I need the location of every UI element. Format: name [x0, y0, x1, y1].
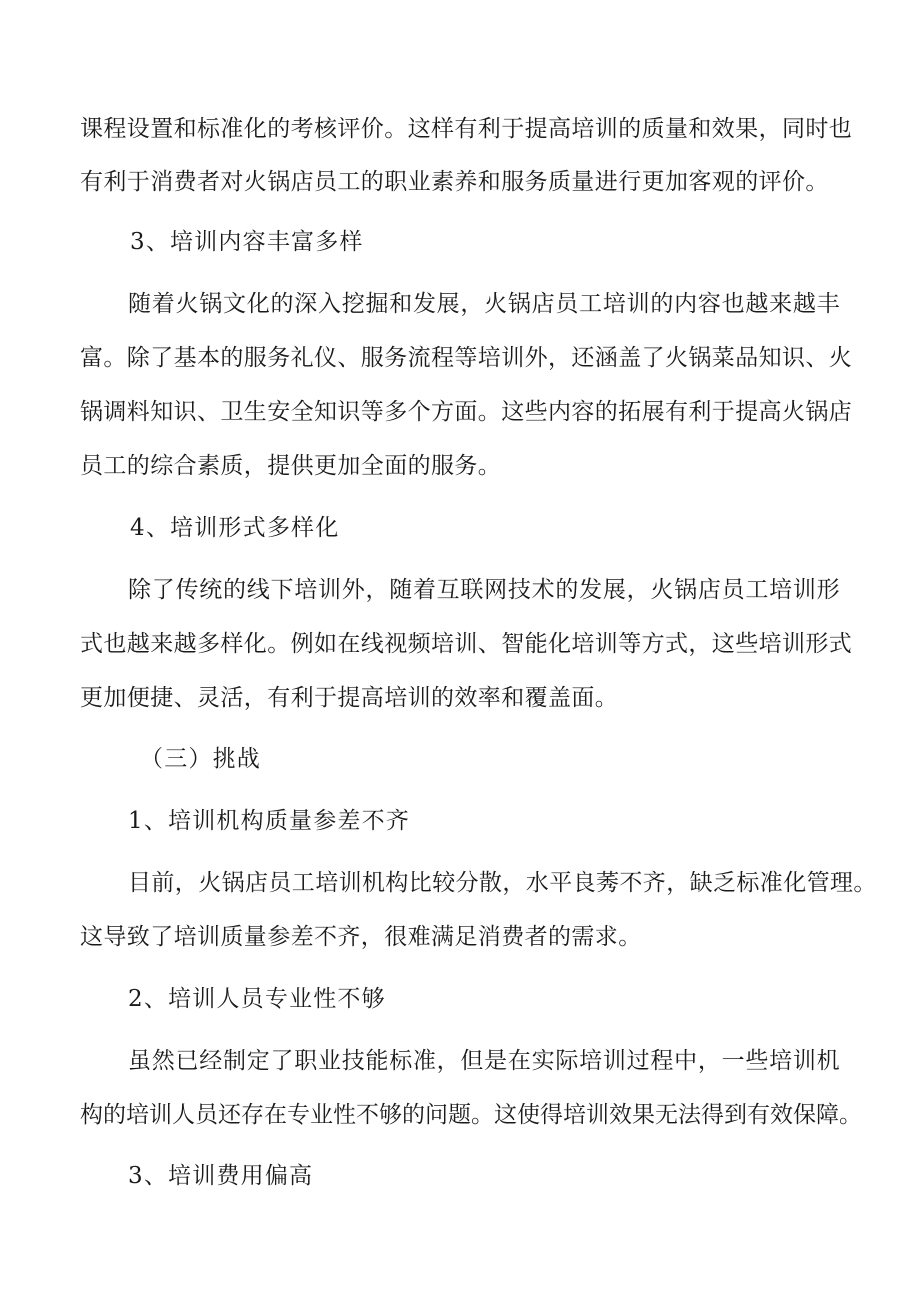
paragraph-line: 课程设置和标准化的考核评价。这样有利于提高培训的质量和效果，同时也 [80, 116, 853, 142]
paragraph-line: 有利于消费者对火锅店员工的职业素养和服务质量进行更加客观的评价。 [80, 169, 829, 195]
heading-training-form: 4、培训形式多样化 [130, 515, 340, 541]
heading-training-content: 3、培训内容丰富多样 [130, 229, 364, 255]
paragraph-line: 锅调料知识、卫生安全知识等多个方面。这些内容的拓展有利于提高火锅店 [80, 399, 853, 425]
paragraph-line: 构的培训人员还存在专业性不够的问题。这使得培训效果无法得到有效保障。 [80, 1102, 862, 1128]
paragraph-line: 目前，火锅店员工培训机构比较分散，水平良莠不齐，缺乏标准化管理。 [128, 870, 877, 896]
paragraph-line: 除了传统的线下培训外，随着互联网技术的发展，火锅店员工培训形 [128, 577, 840, 603]
paragraph-line: 随着火锅文化的深入挖掘和发展，火锅店员工培训的内容也越来越丰 [128, 291, 840, 317]
heading-trainer-professionalism: 2、培训人员专业性不够 [128, 986, 386, 1012]
paragraph-line: 虽然已经制定了职业技能标准，但是在实际培训过程中，一些培训机 [128, 1048, 840, 1074]
heading-institution-quality: 1、培训机构质量参差不齐 [128, 808, 411, 834]
paragraph-line: 式也越来越多样化。例如在线视频培训、智能化培训等方式，这些培训形式 [80, 631, 853, 657]
section-title-challenges: （三）挑战 [140, 746, 261, 772]
heading-training-cost: 3、培训费用偏高 [128, 1163, 314, 1189]
paragraph-line: 这导致了培训质量参差不齐，很难满足消费者的需求。 [80, 924, 642, 950]
paragraph-line: 富。除了基本的服务礼仪、服务流程等培训外，还涵盖了火锅菜品知识、火 [80, 345, 853, 371]
paragraph-line: 更加便捷、灵活，有利于提高培训的效率和覆盖面。 [80, 685, 619, 711]
paragraph-line: 员工的综合素质，提供更加全面的服务。 [80, 453, 502, 479]
